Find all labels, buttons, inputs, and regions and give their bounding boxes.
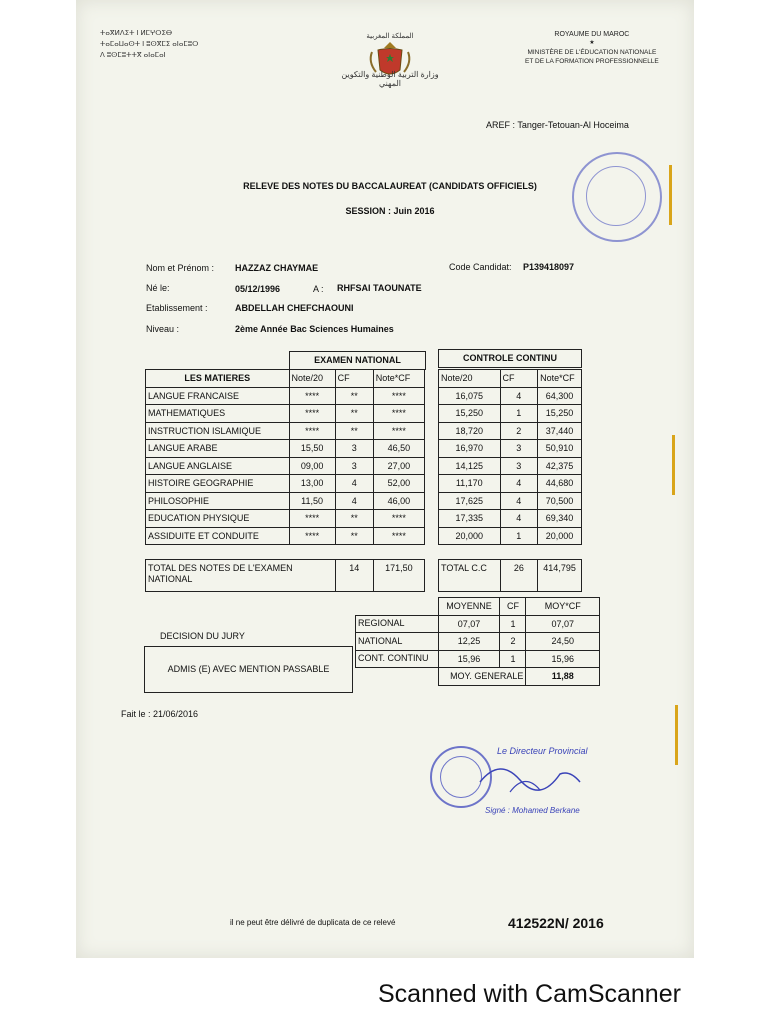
exam-total-value: 171,50: [373, 560, 424, 592]
result-cf-cell: 2: [500, 633, 526, 651]
table-row: [439, 387, 582, 405]
cc-total-value: 414,795: [538, 560, 582, 592]
cc-cf-cell: 3: [500, 440, 538, 458]
cc-note-cell: 18,720: [439, 422, 501, 440]
exam-table-header-row: [146, 370, 425, 388]
exam-total-cf: 14: [335, 560, 373, 592]
exam-cf-cell: **: [335, 422, 373, 440]
exam-note-cell: ****: [289, 387, 335, 405]
signature-scribble: [470, 752, 590, 802]
table-row: [439, 440, 582, 458]
exam-total-label: TOTAL DES NOTES DE L'EXAMEN NATIONAL: [146, 560, 336, 592]
exam-notecf-cell: ****: [373, 405, 424, 423]
table-row: [146, 527, 425, 545]
exam-note-cell: ****: [289, 510, 335, 528]
signed-by: Signé : Mohamed Berkane: [485, 806, 580, 815]
star-divider: ★: [589, 40, 595, 46]
exam-cf-cell: **: [335, 527, 373, 545]
exam-cf-cell: 4: [335, 492, 373, 510]
exam-cf-cell: 4: [335, 475, 373, 493]
table-row: [439, 422, 582, 440]
exam-cf-cell: **: [335, 510, 373, 528]
exam-table-body: [146, 387, 425, 545]
camscanner-watermark: Scanned with CamScanner: [378, 980, 681, 1008]
results-cf-header: CF: [500, 598, 526, 616]
moycf-header: MOY*CF: [526, 598, 600, 616]
cc-notecf-cell: 37,440: [538, 422, 582, 440]
exam-cf-cell: 3: [335, 457, 373, 475]
candidate-name: HAZZAZ CHAYMAE: [235, 263, 319, 273]
cc-notecf-cell: 70,500: [538, 492, 582, 510]
cc-cf-cell: 2: [500, 422, 538, 440]
aref-label: AREF : Tanger-Tetouan-Al Hoceima: [486, 120, 629, 130]
result-moyenne-cell: 07,07: [438, 615, 500, 633]
moyenne-header: MOYENNE: [438, 598, 500, 616]
table-row: [146, 405, 425, 423]
security-strip-3: [675, 705, 678, 765]
table-row: [146, 510, 425, 528]
result-moycf-cell: 24,50: [526, 633, 600, 651]
level-label: Niveau :: [146, 324, 180, 334]
cc-notecf-cell: 15,250: [538, 405, 582, 423]
subject-cell: INSTRUCTION ISLAMIQUE: [146, 422, 290, 440]
cc-total-row: [439, 560, 582, 592]
exam-note-cell: ****: [289, 405, 335, 423]
tifinagh-line-2: ⵜⴰⵎⴰⵡⴰⵙⵜ ⵏ ⵓⵙⴳⵎⵉ ⴰⵏⴰⵎⵓⵔ: [100, 41, 199, 48]
table-row: [356, 615, 600, 633]
exam-note-cell: ****: [289, 527, 335, 545]
exam-notecf-cell: ****: [373, 527, 424, 545]
exam-cf-cell: **: [335, 405, 373, 423]
exam-notecf-cell: ****: [373, 387, 424, 405]
exam-notecf-cell: ****: [373, 422, 424, 440]
birth-date: 05/12/1996: [235, 284, 281, 294]
table-row: [146, 457, 425, 475]
result-moyenne-cell: 15,96: [438, 650, 500, 668]
cc-notecf-cell: 44,680: [538, 475, 582, 493]
cc-note-cell: 14,125: [439, 457, 501, 475]
director-title: Le Directeur Provincial: [497, 746, 588, 756]
name-label: Nom et Prénom :: [146, 263, 215, 273]
exam-notecf-cell: ****: [373, 510, 424, 528]
cc-total-table: [438, 559, 582, 592]
result-label-cell: REGIONAL: [356, 615, 439, 633]
birth-place: RHFSAI TAOUNATE: [337, 283, 422, 293]
tifinagh-header: [100, 28, 198, 61]
cc-notecf-cell: 50,910: [538, 440, 582, 458]
arabic-kingdom-text: المملكة المغربية: [366, 33, 414, 40]
at-label: A :: [313, 284, 324, 294]
cc-notecf-cell: 42,375: [538, 457, 582, 475]
subject-cell: PHILOSOPHIE: [146, 492, 290, 510]
duplicate-note: il ne peut être délivré de duplicata de ce relevé: [230, 918, 396, 927]
subject-cell: LANGUE ANGLAISE: [146, 457, 290, 475]
result-label-cell: CONT. CONTINU: [356, 650, 439, 668]
exam-note-cell: 11,50: [289, 492, 335, 510]
cc-note-cell: 15,250: [439, 405, 501, 423]
table-row: [439, 527, 582, 545]
table-row: [146, 422, 425, 440]
exam-note-cell: 15,50: [289, 440, 335, 458]
cc-cf-cell: 3: [500, 457, 538, 475]
cc-cf-cell: 4: [500, 492, 538, 510]
table-row: [356, 633, 600, 651]
cc-note-cell: 16,970: [439, 440, 501, 458]
cc-cf-cell: 4: [500, 510, 538, 528]
exam-cf-header: CF: [335, 370, 373, 388]
results-table: [355, 597, 600, 686]
document-title: RELEVE DES NOTES DU BACCALAUREAT (CANDIDATS OFFICIELS): [243, 181, 537, 191]
exam-national-header: EXAMEN NATIONAL: [289, 351, 426, 370]
candidate-code: P139418097: [523, 262, 575, 272]
subject-cell: MATHEMATIQUES: [146, 405, 290, 423]
cc-note-header: Note/20: [439, 370, 501, 388]
subject-cell: EDUCATION PHYSIQUE: [146, 510, 290, 528]
cc-cf-cell: 4: [500, 387, 538, 405]
exam-note-cell: 09,00: [289, 457, 335, 475]
result-moycf-cell: 07,07: [526, 615, 600, 633]
tifinagh-line-1: ⵜⴰⴳⵍⴷⵉⵜ ⵏ ⵍⵎⵖⵔⵉⴱ: [100, 30, 173, 37]
cc-total-cf: 26: [500, 560, 537, 592]
table-row: [439, 475, 582, 493]
arabic-ministry: وزارة التربية الوطنية والتكوين المهني: [341, 70, 439, 88]
cc-cf-cell: 4: [500, 475, 538, 493]
exam-cf-cell: **: [335, 387, 373, 405]
cc-note-cell: 16,075: [439, 387, 501, 405]
results-header-row: [356, 598, 600, 616]
kingdom-label: ROYAUME DU MAROC: [554, 31, 630, 38]
cc-total-label: TOTAL C.C: [439, 560, 501, 592]
school-label: Etablissement :: [146, 303, 208, 313]
result-label-cell: NATIONAL: [356, 633, 439, 651]
subject-cell: HISTOIRE GEOGRAPHIE: [146, 475, 290, 493]
security-strip-2: [672, 435, 675, 495]
cc-cf-cell: 1: [500, 527, 538, 545]
jury-decision: ADMIS (E) AVEC MENTION PASSABLE: [167, 664, 330, 674]
table-row: [146, 475, 425, 493]
cc-table-body: [439, 387, 582, 545]
code-label: Code Candidat:: [449, 262, 512, 272]
cc-cf-header: CF: [500, 370, 538, 388]
cc-table-header-row: [439, 370, 582, 388]
ministry-line-2: ET DE LA FORMATION PROFESSIONNELLE: [525, 58, 659, 65]
cc-notecf-header: Note*CF: [538, 370, 582, 388]
table-row: [439, 492, 582, 510]
jury-decision-box: [144, 646, 353, 693]
coat-of-arms-icon: [360, 30, 420, 100]
cc-notecf-cell: 20,000: [538, 527, 582, 545]
exam-note-cell: ****: [289, 422, 335, 440]
table-row: [439, 510, 582, 528]
fait-le-date: Fait le : 21/06/2016: [121, 709, 199, 719]
result-cf-cell: 1: [500, 650, 526, 668]
results-body: [356, 615, 600, 668]
subject-cell: LANGUE ARABE: [146, 440, 290, 458]
cc-notecf-cell: 64,300: [538, 387, 582, 405]
cc-note-cell: 11,170: [439, 475, 501, 493]
result-cf-cell: 1: [500, 615, 526, 633]
jury-label: DECISION DU JURY: [160, 631, 245, 641]
exam-notecf-cell: 52,00: [373, 475, 424, 493]
exam-total-row: [146, 560, 425, 592]
cc-notecf-cell: 69,340: [538, 510, 582, 528]
exam-total-table: [145, 559, 425, 592]
security-strip-1: [669, 165, 672, 225]
table-row: [439, 405, 582, 423]
born-label: Né le:: [146, 283, 170, 293]
table-row: [356, 650, 600, 668]
subject-cell: LANGUE FRANCAISE: [146, 387, 290, 405]
exam-cf-cell: 3: [335, 440, 373, 458]
table-row: [439, 457, 582, 475]
general-average-label: MOY. GENERALE: [438, 668, 526, 686]
table-row: [146, 440, 425, 458]
cc-note-cell: 20,000: [439, 527, 501, 545]
subjects-header: LES MATIERES: [146, 370, 290, 388]
table-row: [146, 492, 425, 510]
school-name: ABDELLAH CHEFCHAOUNI: [235, 303, 354, 313]
exam-notecf-header: Note*CF: [373, 370, 424, 388]
exam-note-header: Note/20: [289, 370, 335, 388]
level-value: 2ème Année Bac Sciences Humaines: [235, 324, 394, 334]
general-average-value: 11,88: [526, 668, 600, 686]
table-row: [146, 387, 425, 405]
result-moycf-cell: 15,96: [526, 650, 600, 668]
academy-stamp: [572, 152, 662, 242]
general-average-row: [356, 668, 600, 686]
exam-note-cell: 13,00: [289, 475, 335, 493]
controle-continu-table: [438, 369, 582, 545]
exam-notecf-cell: 46,00: [373, 492, 424, 510]
document-number: 412522N/ 2016: [508, 915, 604, 931]
ministry-header: [525, 30, 659, 66]
result-moyenne-cell: 12,25: [438, 633, 500, 651]
cc-note-cell: 17,335: [439, 510, 501, 528]
subject-cell: ASSIDUITE ET CONDUITE: [146, 527, 290, 545]
controle-continu-header: CONTROLE CONTINU: [438, 349, 582, 368]
tifinagh-line-3: ⴷ ⵓⵙⵎⵓⵜⵜⴳ ⴰⵏⴰⵎⴰⵏ: [100, 52, 166, 59]
exam-notecf-cell: 46,50: [373, 440, 424, 458]
exam-national-table: [145, 369, 425, 545]
session-label: SESSION : Juin 2016: [345, 206, 435, 216]
exam-notecf-cell: 27,00: [373, 457, 424, 475]
ministry-line-1: MINISTÈRE DE L'ÉDUCATION NATIONALE: [527, 49, 657, 56]
cc-note-cell: 17,625: [439, 492, 501, 510]
cc-cf-cell: 1: [500, 405, 538, 423]
